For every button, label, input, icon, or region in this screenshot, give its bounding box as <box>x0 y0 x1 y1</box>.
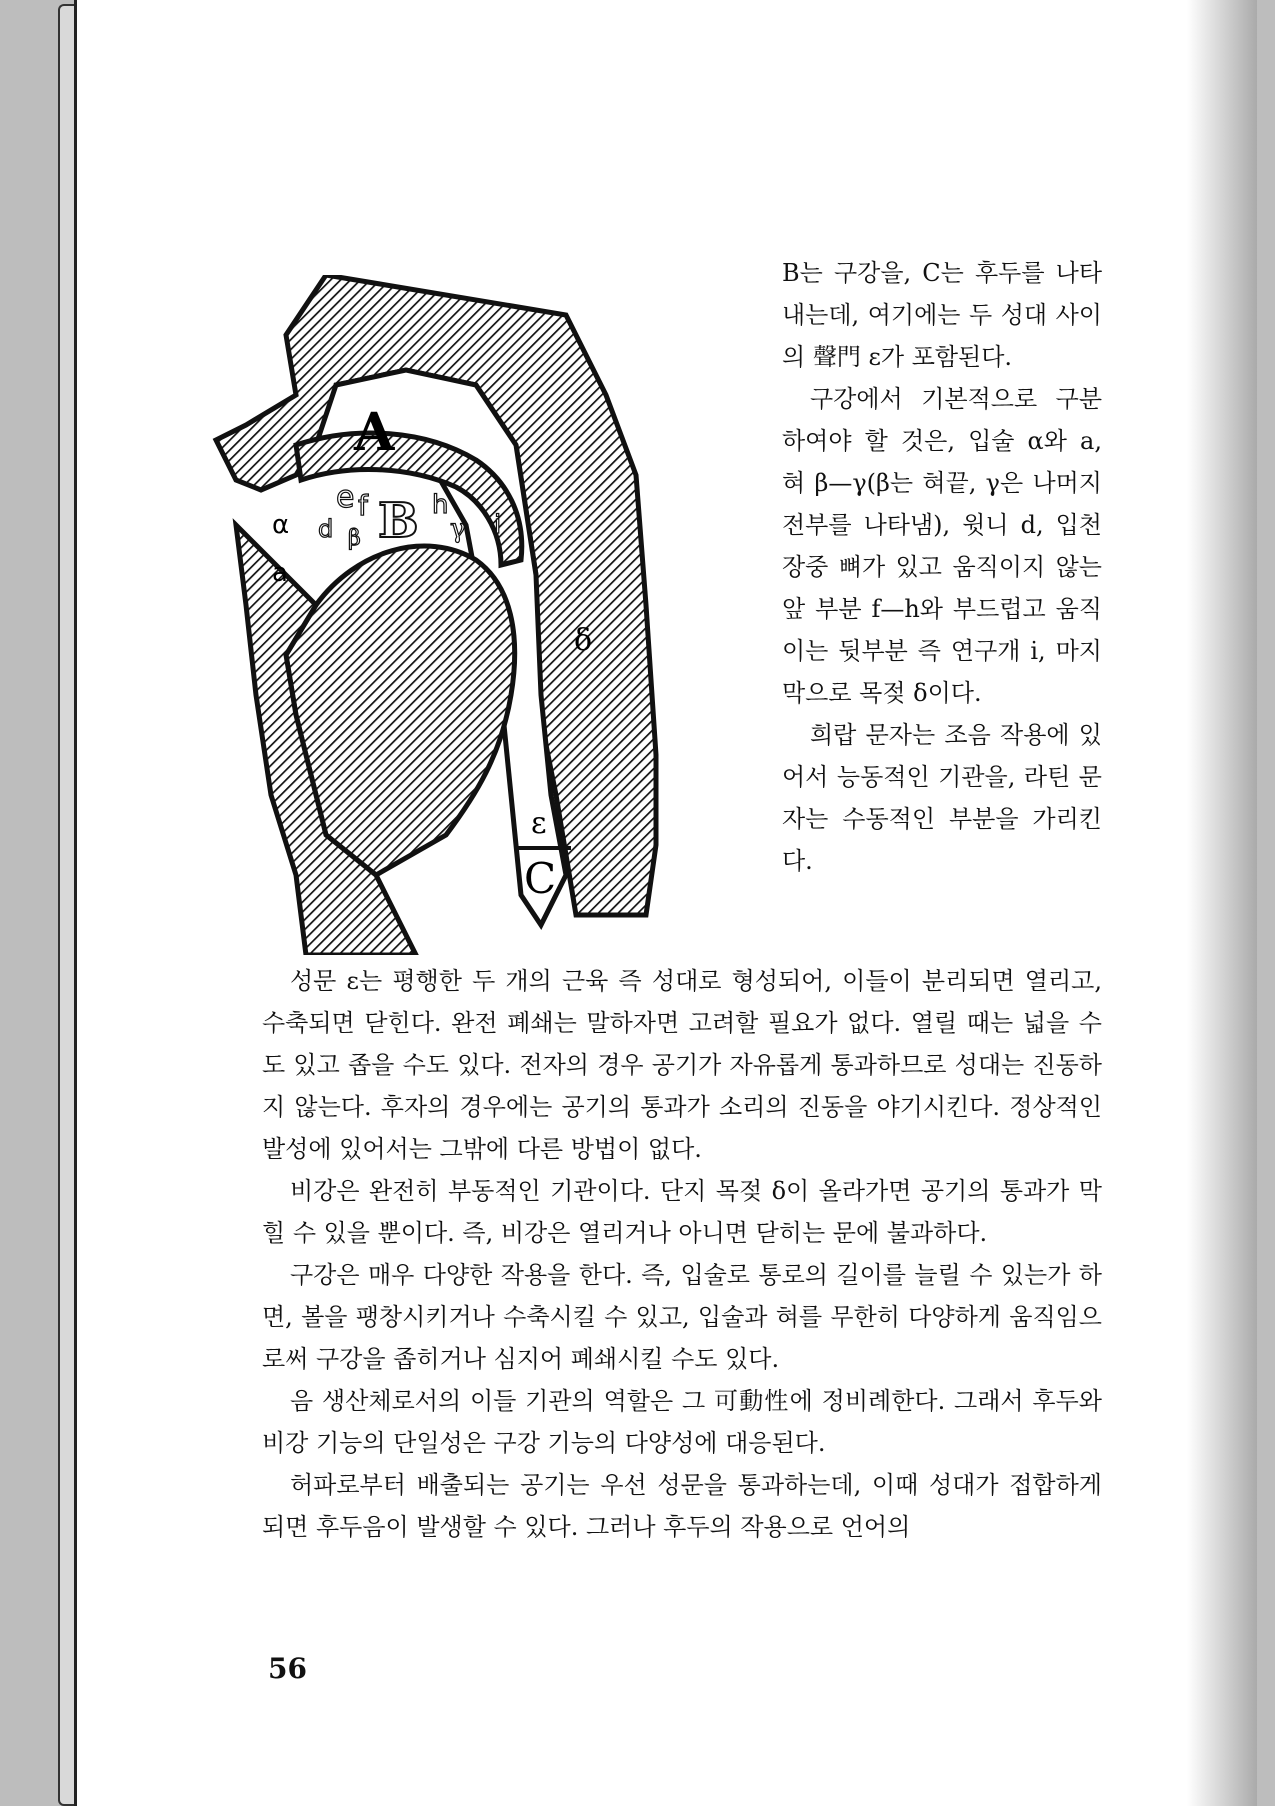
body-paragraph: 성문 ε는 평행한 두 개의 근육 즉 성대로 형성되어, 이들이 분리되면 열리고, 수축되면 닫힌다. 완전 폐쇄는 말하자면 고려할 필요가 없다. 열릴 때는 넓을 수도 있고 좁을 수도 있다. 전자의 경우 공기가 자유롭게 통과하므로 성대는 진동하지 않는다. 후자의 경우에는 공기의 통과가 소리의 진동을 야기시킨다. 정상적인 발성에 있어서는 그밖에 다른 방법이 없다. <box>262 967 1102 1163</box>
label-A: A <box>354 402 395 463</box>
label-C: C <box>524 854 557 903</box>
label-d: d <box>318 515 334 543</box>
label-B: B <box>378 493 419 549</box>
side-paragraph: B는 구강을, C는 후두를 나타내는데, 여기에는 두 성대 사이의 聲門 ε가 포함된다. <box>782 259 1102 371</box>
label-epsilon: ε <box>531 806 547 841</box>
body-paragraph: 음 생산체로서의 이들 기관의 역할은 그 可動性에 정비례한다. 그래서 후두와 비강 기능의 단일성은 구강 기능의 다양성에 대응된다. <box>262 1387 1102 1457</box>
side-paragraph: 희랍 문자는 조음 작용에 있어서 능동적인 기관을, 라틴 문자는 수동적인 부분을 가리킨다. <box>782 721 1102 875</box>
figure-caption-column <box>782 252 1102 882</box>
body-paragraph: 비강은 완전히 부동적인 기관이다. 단지 목젖 δ이 올라가면 공기의 통과가 막힐 수 있을 뿐이다. 즉, 비강은 열리거나 아니면 닫히는 문에 불과하다. <box>262 1177 1102 1247</box>
side-paragraph: 구강에서 기본적으로 구분하여야 할 것은, 입술 α와 a, 혀 β—γ(β는 혀끝, γ은 나머지 전부를 나타냄), 윗니 d, 입천장중 뼈가 있고 움직이지 않는 앞 부분 f—h와 부드럽고 움직이는 뒷부분 즉 연구개 i, 마지막으로 목젖 δ이다. <box>782 385 1102 707</box>
label-gamma: γ <box>450 514 466 544</box>
label-e: e <box>336 480 355 515</box>
label-beta: β <box>348 526 361 551</box>
body-paragraph: 구강은 매우 다양한 작용을 한다. 즉, 입술로 통로의 길이를 늘릴 수 있는가 하면, 볼을 팽창시키거나 수축시킬 수 있고, 입술과 혀를 무한히 다양하게 움직임으로써 구강을 좁히거나 심지어 폐쇄시킬 수도 있다. <box>262 1261 1102 1373</box>
body-text <box>262 960 1102 1548</box>
page-number: 56 <box>268 1652 307 1685</box>
label-f: f <box>358 489 368 522</box>
label-h: h <box>432 490 449 520</box>
page-shadow <box>1187 0 1257 1806</box>
label-i: i <box>494 510 502 540</box>
label-a-upper: α <box>272 510 290 540</box>
vocal-tract-figure <box>176 275 766 955</box>
body-paragraph: 허파로부터 배출되는 공기는 우선 성문을 통과하는데, 이때 성대가 접합하게 되면 후두음이 발생할 수 있다. 그러나 후두의 작용으로 언어의 <box>262 1471 1102 1541</box>
label-a-lower: a <box>272 558 288 588</box>
label-delta: δ <box>574 623 593 658</box>
